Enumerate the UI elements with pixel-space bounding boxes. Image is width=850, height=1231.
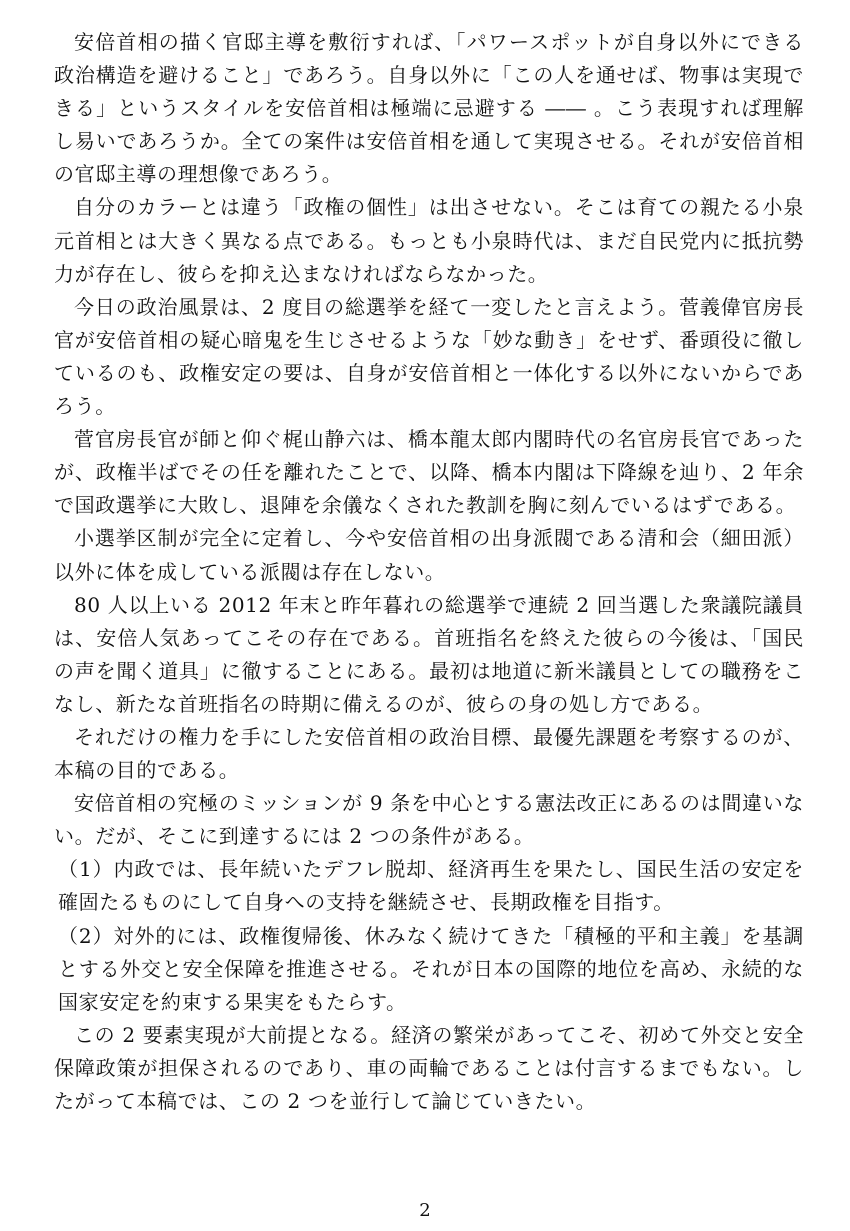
paragraph-purpose: それだけの権力を手にした安倍首相の政治目標、最優先課題を考察するのが、本稿の目的である。 bbox=[54, 724, 804, 783]
paragraph-constitution-mission: 安倍首相の究極のミッションが 9 条を中心とする憲法改正にあるのは間違いない。だが、そこに到達するには 2 つの条件がある。 bbox=[54, 791, 804, 849]
paragraph-single-seat-districts: 小選挙区制が完全に定着し、今や安倍首相の出身派閥である清和会（細田派）以外に体を成している派閥は存在しない。 bbox=[54, 526, 804, 584]
body-text bbox=[54, 26, 804, 1118]
list-item-domestic-policy: （1）内政では、長年続いたデフレ脱却、経済再生を果たし、国民生活の安定を確固たるものにして自身への支持を継続させ、長期政権を目指す。 bbox=[58, 857, 804, 915]
paragraph-political-landscape: 今日の政治風景は、2 度目の総選挙を経て一変したと言えよう。菅義偉官房長官が安倍首相の疑心暗鬼を生じさせるような「妙な動き」をせず、番頭役に徹しているのも、政権安定の要は、自身が安倍首相と一体化する以外にないからであろう。 bbox=[54, 294, 804, 419]
paragraph-new-diet-members: 80 人以上いる 2012 年末と昨年暮れの総選挙で連続 2 回当選した衆議院議員は、安倍人気あってこその存在である。首班指名を終えた彼らの今後は、「国民の声を聞く道具」に徹することにある。最初は地道に新米議員としての職務をこなし、新たな首班指名の時期に備えるのが、彼らの身の処し方である。 bbox=[54, 592, 804, 716]
paragraph-closing: この 2 要素実現が大前提となる。経済の繁栄があってこそ、初めて外交と安全保障政策が担保されるのであり、車の両輪であることは付言するまでもない。したがって本稿では、この 2 つを並行して論じていきたい。 bbox=[54, 1022, 804, 1113]
paragraph-power-spot: 安倍首相の描く官邸主導を敷衍すれば、「パワースポットが自身以外にできる政治構造を避けること」であろう。自身以外に「この人を通せば、物事は実現できる」というスタイルを安倍首相は極端に忌避する ―― 。こう表現すれば理解し易いであろうか。全ての案件は安倍首相を通して実現させる。それが安倍首相の官邸主導の理想像であろう。 bbox=[54, 30, 804, 187]
paragraph-kajiyama-lesson: 菅官房長官が師と仰ぐ梶山静六は、橋本龍太郎内閣時代の名官房長官であったが、政権半ばでその任を離れたことで、以降、橋本内閣は下降線を辿り、2 年余で国政選挙に大敗し、退陣を余儀なくされた教訓を胸に刻んでいるはずである。 bbox=[54, 427, 804, 518]
list-item-foreign-policy: （2）対外的には、政権復帰後、休みなく続けてきた「積極的平和主義」を基調とする外交と安全保障を推進させる。それが日本の国際的地位を高め、永続的な国家安定を約束する果実をもたらす。 bbox=[58, 923, 804, 1014]
page-number: 2 bbox=[419, 1200, 431, 1221]
paragraph-political-color: 自分のカラーとは違う「政権の個性」は出させない。そこは育ての親たる小泉元首相とは大きく異なる点である。もっとも小泉時代は、まだ自民党内に抵抗勢力が存在し、彼らを抑え込まなければならなかった。 bbox=[54, 195, 804, 286]
